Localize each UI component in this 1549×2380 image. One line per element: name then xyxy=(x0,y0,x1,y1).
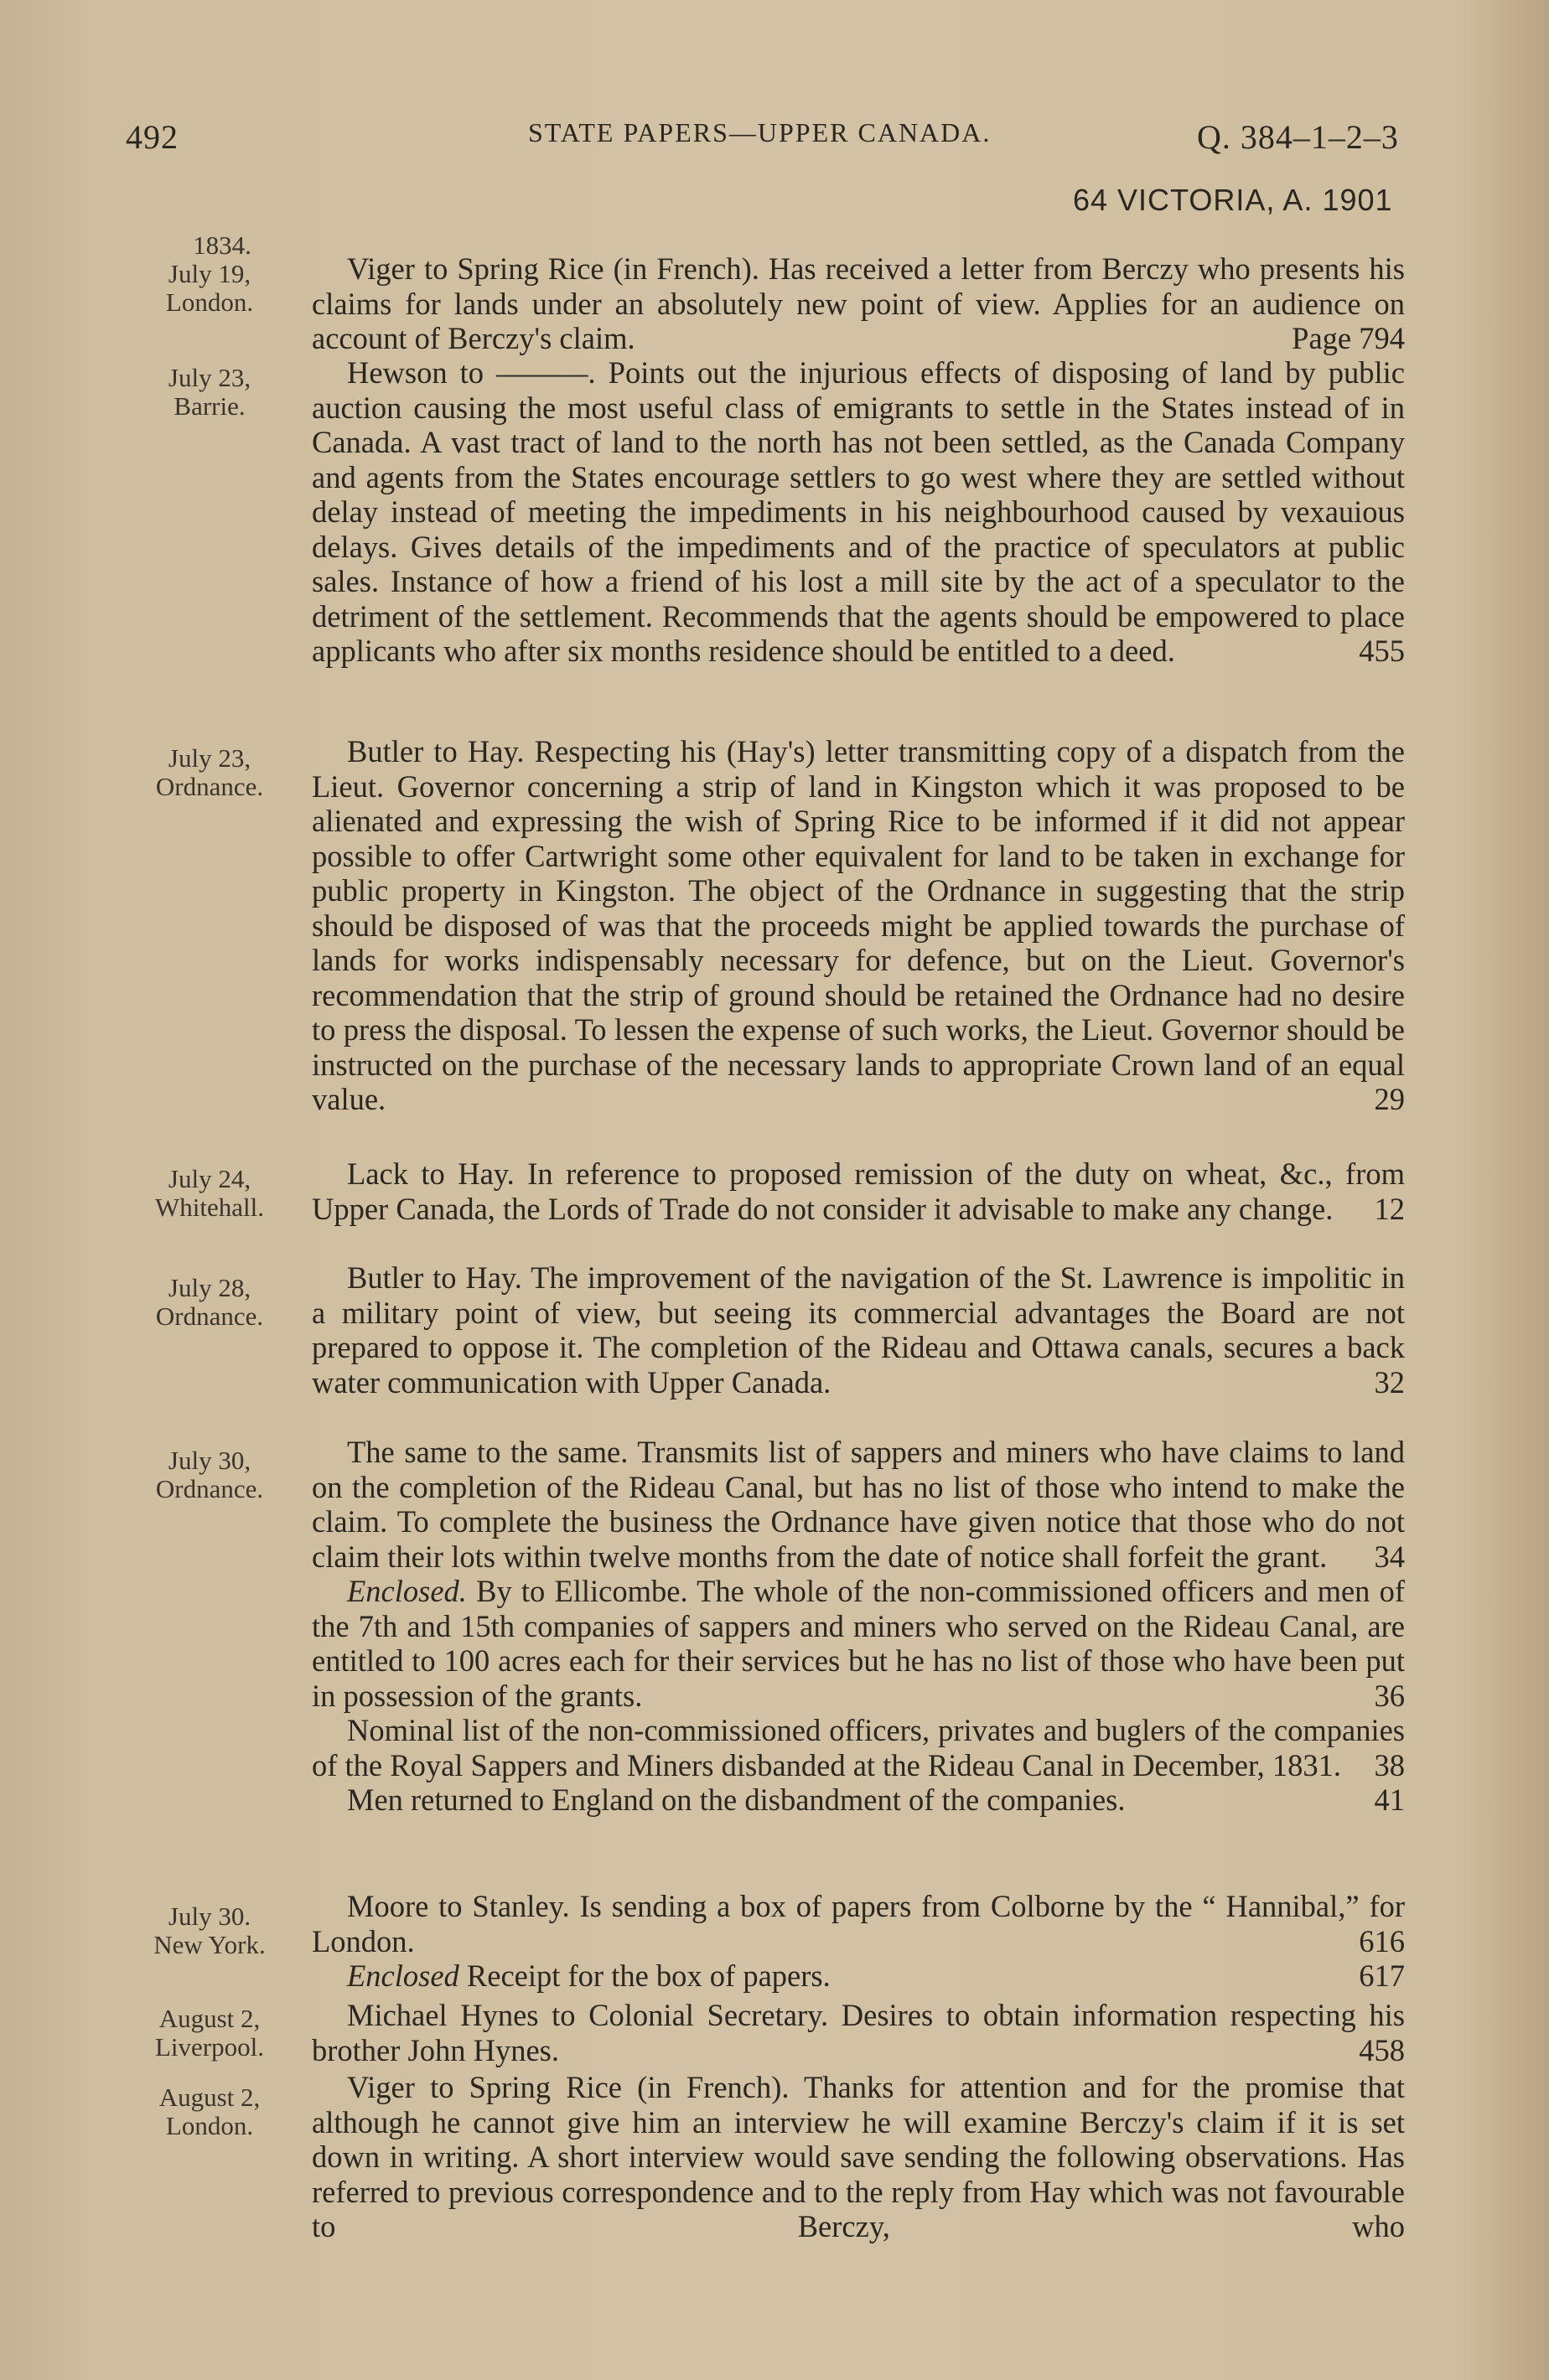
entry-date: July 19, xyxy=(168,259,251,288)
entry-text xyxy=(312,1889,1405,1994)
page-ref: 455 xyxy=(1359,634,1405,668)
entry-body: Nominal list of the non-commissioned officers, privates and buglers of the companies of the Royal Sappers and Miners disbanded at the Rideau Canal in December, 1831. xyxy=(312,1713,1405,1782)
entry-text xyxy=(312,1156,1405,1226)
session-line: 64 VICTORIA, A. 1901 xyxy=(1073,183,1393,217)
entry-margin-date xyxy=(126,1446,293,1503)
entry-date: August 2, xyxy=(158,2082,261,2112)
page-ref: 458 xyxy=(1359,2032,1405,2067)
entry-text xyxy=(312,1435,1405,1818)
entry-body: The same to the same. Transmits list of sappers and miners who have claims to land on the completion of the Rideau Canal, but has no list of those who intend to make the claim. To complete the business the Ordnance have given notice that those who do not claim their lots within twelve months from the date of notice shall forfeit the grant. xyxy=(312,1435,1405,1574)
entry-body: Viger to Spring Rice (in French). Has received a letter from Berczy who presents his claims for lands under an absolutely new point of view. Applies for an audience on account of Berczy's claim. xyxy=(312,251,1405,355)
entry-text xyxy=(312,734,1405,1117)
entry-text xyxy=(312,1998,1405,2067)
entry-text xyxy=(312,1260,1405,1400)
entry-body: Hewson to ———. Points out the injurious effects of disposing of land by public auction causing the most useful class of emigrants to settle in the States instead of in Canada. A vast tract of land to the north has not been settled, as the Canada Company and agents from the States encourage settlers to go west where they are settled without delay instead of meeting the impediments in his neighbourhood caused by vexauious delays. Gives details of the impediments and of the practice of speculators at public sales. Instance of how a friend of his lost a mill site by the act of a speculator to the detriment of the settlement. Recommends that the agents should be empowered to place applicants who after six months residence should be entitled to a deed. xyxy=(312,355,1405,668)
entry-place: Liverpool. xyxy=(155,2032,264,2062)
page-number: 492 xyxy=(126,118,179,156)
entry-body: Michael Hynes to Colonial Secretary. Desires to obtain information respecting his brother John Hynes. xyxy=(312,1998,1405,2067)
entry-body: Lack to Hay. In reference to proposed remission of the duty on wheat, &c., from Upper Canada, the Lords of Trade do not consider it advisable to make any change. xyxy=(312,1156,1405,1226)
entry-body: Men returned to England on the disbandment of the companies. xyxy=(347,1782,1126,1817)
entry-place: Barrie. xyxy=(174,391,246,421)
entry-date: July 28, xyxy=(168,1273,251,1302)
entry-place: Ordnance. xyxy=(155,1474,264,1503)
entry-body: Viger to Spring Rice (in French). Thanks for attention and for the promise that although he cannot give him an interview he will examine Berczy's claim if it is set down in writing. A short interview would save sending the following observations. Has referred to previous correspondence and to the reply from Hay which was not favourable to Berczy, who xyxy=(312,2070,1405,2243)
entry-date: July 23, xyxy=(168,363,251,392)
entry-body: Receipt for the box of papers. xyxy=(458,1958,831,1993)
entry-body: Moore to Stanley. Is sending a box of papers from Colborne by the “ Hannibal,” for London. xyxy=(312,1889,1405,1958)
page-ref: 41 xyxy=(1374,1782,1405,1817)
entry-place: New York. xyxy=(153,1930,266,1959)
entry-body: By to Ellicombe. The whole of the non-commissioned officers and men of the 7th and 15th companies of sappers and miners who served on the Rideau Canal, are entitled to 100 acres each for their services but he has no list of those who have been put in possession of the grants. xyxy=(312,1574,1405,1713)
running-title: STATE PAPERS—UPPER CANADA. xyxy=(528,117,992,147)
archive-reference: Q. 384–1–2–3 xyxy=(1197,118,1399,156)
page-ref: 12 xyxy=(1374,1191,1405,1226)
entry-date: August 2, xyxy=(158,2004,261,2033)
entry-text xyxy=(312,2070,1405,2244)
entry-margin-date xyxy=(126,1165,293,1222)
entry-place: Ordnance. xyxy=(155,1301,264,1331)
entry-margin-date xyxy=(126,1902,293,1959)
entry-date: July 30. xyxy=(168,1901,251,1931)
entry-margin-date xyxy=(126,364,293,421)
page-ref: 32 xyxy=(1374,1364,1405,1400)
page-ref: 38 xyxy=(1374,1747,1405,1782)
entry-date: July 30, xyxy=(168,1446,251,1475)
entry-place: Ordnance. xyxy=(155,772,264,801)
page-ref: Page 794 xyxy=(1292,321,1405,355)
entry-place: Whitehall. xyxy=(155,1193,264,1222)
entry-margin-date xyxy=(126,744,293,801)
entry-place: London. xyxy=(165,287,254,317)
entry-margin-date xyxy=(126,1274,293,1331)
entry-margin-date xyxy=(126,231,293,317)
entry-text xyxy=(312,251,1405,356)
page-ref: 616 xyxy=(1359,1923,1405,1958)
entry-year: 1834. xyxy=(193,230,251,260)
entry-body: Butler to Hay. Respecting his (Hay's) letter transmitting copy of a dispatch from the Lieut. Governor concerning a strip of land in Kingston which it was proposed to be alienated and expressing the wish of Spring Rice to be informed if it did not appear possible to offer Cartwright some other equivalent for land to be taken in exchange for public property in Kingston. The object of the Ordnance in suggesting that the strip should be disposed of was that the proceeds might be applied towards the purchase of lands for works indispensably necessary for defence, but on the Lieut. Governor's recommendation that the strip of ground should be retained the Ordnance had no desire to press the disposal. To lessen the expense of such works, the Lieut. Governor should be instructed on the purchase of the necessary lands to appropriate Crown land of an equal value. xyxy=(312,734,1405,1116)
entry-margin-date xyxy=(126,2005,293,2062)
page-ref: 36 xyxy=(1374,1678,1405,1713)
entry-date: July 24, xyxy=(168,1164,251,1193)
entry-body: Butler to Hay. The improvement of the navigation of the St. Lawrence is impolitic in a military point of view, but seeing its commercial advantages the Board are not prepared to oppose it. The completion of the Rideau and Ottawa canals, secures a back water communication with Upper Canada. xyxy=(312,1260,1405,1400)
page-ref: 34 xyxy=(1374,1539,1405,1574)
entry-date: July 23, xyxy=(168,743,251,773)
entry-text xyxy=(312,355,1405,669)
page-ref: 29 xyxy=(1374,1082,1405,1116)
entry-margin-date xyxy=(126,2083,293,2140)
enclosed-label: Enclosed xyxy=(347,1958,459,1993)
entry-place: London. xyxy=(165,2111,254,2140)
page-ref: 617 xyxy=(1359,1958,1405,1993)
enclosed-label: Enclosed. xyxy=(347,1574,467,1608)
